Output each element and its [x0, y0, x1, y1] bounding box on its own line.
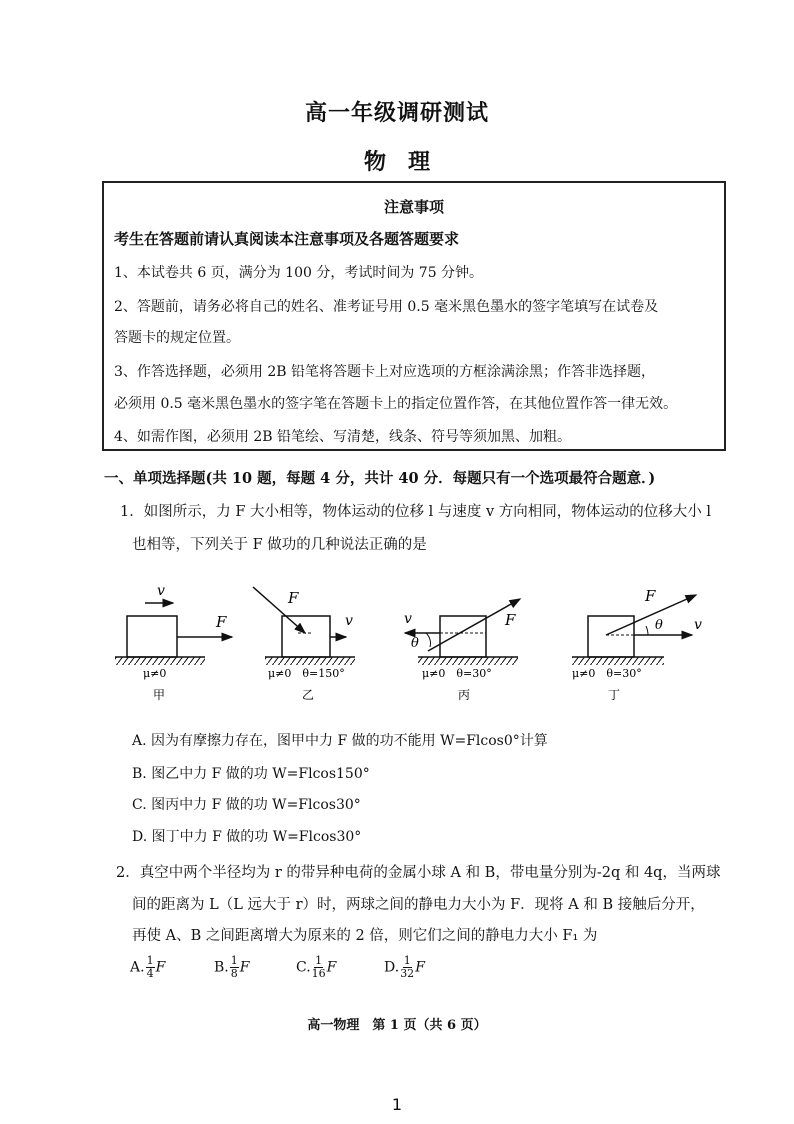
- label-jia: 甲: [153, 688, 166, 702]
- figure-yi: [253, 587, 355, 702]
- page-number: 1: [391, 1095, 403, 1114]
- F-label-yi: F: [288, 589, 299, 607]
- q1-stem-line1: 1．如图所示，力 F 大小相等，物体运动的位移 l 与速度 v 方向相同，物体运动的位移大小 l: [120, 504, 712, 520]
- page-footer: 高一物理 第 1 页（共 6 页）: [307, 1018, 487, 1033]
- q2-stem-line3: 再使 A、B 之间距离增大为原来的 2 倍，则它们之间的静电力大小 F₁ 为: [132, 928, 598, 944]
- q2-option-b: B. $\frac{1}{8}$ F: [214, 954, 250, 980]
- notice-item-2-cont: 答题卡的规定位置。: [114, 330, 240, 346]
- label-yi: 乙: [302, 688, 315, 702]
- F-label-bing: F: [505, 611, 516, 629]
- block-jia: [127, 616, 177, 657]
- v-label-bing: v: [404, 611, 412, 627]
- block-yi: [282, 616, 330, 657]
- notice-item-3: 3、作答选择题，必须用 2B 铅笔将答题卡上对应选项的方框涂满涂黑；作答非选择题，: [114, 364, 656, 380]
- q1-option-b: B. 图乙中力 F 做的功 W=Flcos150°: [132, 766, 370, 782]
- figure-ding: [572, 587, 702, 702]
- notice-item-4: 4、如需作图，必须用 2B 铅笔绘、写清楚，线条、符号等须加黑、加粗。: [114, 429, 572, 445]
- notice-subheading: 考生在答题前请认真阅读本注意事项及各题答题要求: [114, 230, 460, 248]
- q1-figures: [100, 575, 740, 705]
- F-label-ding: F: [645, 587, 656, 605]
- label-bing: 丙: [458, 688, 471, 702]
- caption-yi: μ≠0 θ=150°: [268, 667, 345, 680]
- exam-title: 高一年级调研测试: [304, 100, 489, 126]
- theta-label-ding: θ: [655, 618, 663, 633]
- label-ding: 丁: [608, 688, 621, 702]
- ground-ding: [572, 657, 664, 665]
- theta-label-bing: θ: [411, 636, 419, 651]
- q2-option-c: C. $\frac{1}{16}$ F: [296, 954, 337, 980]
- notice-item-2: 2、答题前，请务必将自己的姓名、准考证号用 0.5 毫米黑色墨水的签字笔填写在试卷及: [114, 299, 659, 315]
- caption-bing: μ≠0 θ=30°: [422, 667, 492, 680]
- block-ding: [588, 616, 634, 657]
- ground-jia: [115, 657, 205, 665]
- subject-title: 物 理: [363, 149, 430, 175]
- F-label-jia: F: [216, 613, 227, 631]
- v-label-yi: v: [345, 613, 353, 629]
- q1-option-a: A. 因为有摩擦力存在，图甲中力 F 做的功不能用 W=Flcos0°计算: [132, 733, 548, 749]
- notice-heading: 注意事项: [383, 198, 444, 216]
- section-heading: 一、单项选择题(共 10 题，每题 4 分，共计 40 分．每题只有一个选项最符合题意．): [104, 470, 656, 487]
- ground-bing: [418, 657, 518, 665]
- q2-option-d: D. $\frac{1}{32}$ F: [384, 954, 425, 980]
- q1-stem-line2: 也相等，下列关于 F 做功的几种说法正确的是: [132, 537, 427, 553]
- figure-jia: [115, 583, 232, 702]
- notice-item-3-cont: 必须用 0.5 毫米黑色墨水的签字笔在答题卡上的指定位置作答，在其他位置作答一律无效。: [114, 396, 678, 412]
- q1-option-d: D. 图丁中力 F 做的功 W=Flcos30°: [132, 829, 362, 845]
- caption-ding: μ≠0 θ=30°: [572, 667, 642, 680]
- q2-stem-line2: 间的距离为 L（L 远大于 r）时，两球之间的静电力大小为 F．现将 A 和 B 接触后分开，: [132, 897, 705, 913]
- figure-bing: [404, 599, 520, 702]
- ground-yi: [265, 657, 355, 665]
- caption-jia: μ≠0: [143, 667, 167, 680]
- q2-option-a: A. $\frac{1}{4}$ F: [130, 954, 166, 980]
- v-label-ding: v: [694, 617, 702, 633]
- v-label-jia: v: [157, 583, 165, 599]
- notice-item-1: 1、本试卷共 6 页，满分为 100 分，考试时间为 75 分钟。: [114, 265, 484, 281]
- q2-stem-line1: 2．真空中两个半径均为 r 的带异种电荷的金属小球 A 和 B，带电量分别为-2q 和 4q，当两球: [116, 865, 721, 881]
- q1-option-c: C. 图丙中力 F 做的功 W=Flcos30°: [132, 797, 361, 813]
